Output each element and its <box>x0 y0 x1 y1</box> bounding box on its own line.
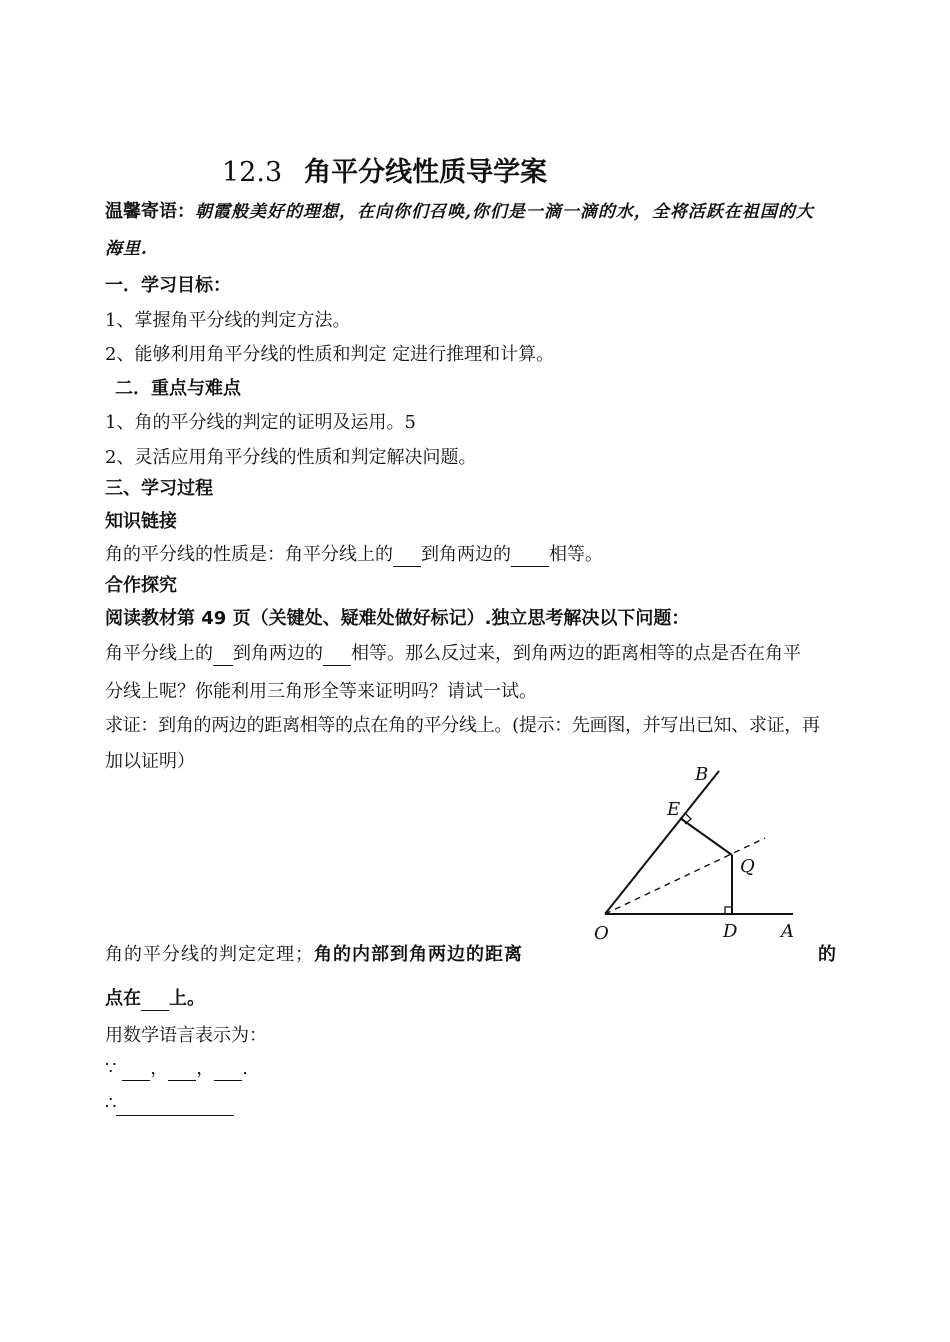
because-symbol: ∵ <box>105 1058 117 1079</box>
angle-bisector-figure <box>585 760 805 945</box>
paragraph-1-line-1 <box>105 642 801 666</box>
section1-heading: 一．学习目标： <box>105 275 231 296</box>
section2-item-1: 1、角的平分线的判定的证明及运用。5 <box>105 412 416 433</box>
section3-heading: 三、学习过程 <box>105 478 213 499</box>
fill-blank[interactable] <box>214 1062 242 1081</box>
para1-text-b: 到角两边的 <box>233 643 323 664</box>
greeting-text-1: 朝霞般美好的理想，在向你们召唤,你们是一滴一滴的水，全将活跃在祖国的大 <box>195 202 814 222</box>
section1-item-2: 2、能够利用角平分线的性质和判定 定进行推理和计算。 <box>105 344 555 365</box>
theorem-line-2 <box>105 987 205 1011</box>
label-o: O <box>594 923 609 944</box>
because-end: . <box>242 1058 248 1079</box>
link-text-a: 角的平分线的性质是：角平分线上的 <box>105 544 393 565</box>
fill-blank[interactable] <box>511 548 549 567</box>
fill-blank[interactable] <box>116 1097 234 1116</box>
knowledge-link-heading: 知识链接 <box>105 511 177 532</box>
para1-text-c: 相等。那么反过来，到角两边的距离相等的点是否在角平 <box>351 643 801 664</box>
therefore-symbol: ∴ <box>105 1093 117 1114</box>
label-b: B <box>695 764 709 785</box>
theorem-label: 角的平分线的判定定理； <box>105 944 314 965</box>
para1-text-a: 角平分线上的 <box>105 643 213 664</box>
fill-blank[interactable] <box>141 992 169 1011</box>
cooperative-heading: 合作探究 <box>105 575 177 596</box>
title-number: 12.3 <box>222 157 283 188</box>
knowledge-link-line <box>105 543 603 567</box>
section2-heading: 二．重点与难点 <box>115 378 241 399</box>
therefore-line <box>105 1092 234 1116</box>
fill-blank[interactable] <box>213 647 233 666</box>
segment-qe <box>680 818 732 855</box>
theorem-bold: 角的内部到角两边的距离 <box>314 944 523 965</box>
fill-blank[interactable] <box>323 647 351 666</box>
label-a: A <box>781 921 794 942</box>
fill-blank[interactable] <box>122 1062 150 1081</box>
theorem-end: 的 <box>818 944 836 965</box>
title-text: 角平分线性质导学案 <box>304 157 548 188</box>
section2-item-2: 2、灵活应用角平分线的性质和判定解决问题。 <box>105 447 477 468</box>
math-language-label: 用数学语言表示为： <box>105 1025 267 1046</box>
label-q: Q <box>740 856 755 877</box>
because-line <box>105 1057 248 1081</box>
theorem-line2-a: 点在 <box>105 988 141 1009</box>
right-angle-mark-d <box>725 907 732 914</box>
section1-item-1: 1、掌握角平分线的判定方法。 <box>105 310 351 331</box>
paragraph-1-line-2: 分线上呢？你能利用三角形全等来证明吗？请试一试。 <box>105 681 537 702</box>
ray-ob <box>605 771 719 914</box>
theorem-line2-b: 上。 <box>169 988 205 1009</box>
link-text-c: 相等。 <box>549 544 603 565</box>
because-sep-2: ， <box>196 1058 215 1079</box>
fill-blank[interactable] <box>393 548 421 567</box>
label-e: E <box>667 799 681 820</box>
greeting-line-1 <box>105 200 814 224</box>
label-d: D <box>723 921 738 942</box>
theorem-line-1 <box>105 943 523 967</box>
reading-instruction: 阅读教材第 49 页（关键处、疑难处做好标记）.独立思考解决以下问题： <box>105 608 690 629</box>
prove-line-2: 加以证明） <box>105 751 195 772</box>
link-text-b: 到角两边的 <box>421 544 511 565</box>
page-title <box>222 150 547 189</box>
fill-blank[interactable] <box>168 1062 196 1081</box>
greeting-label: 温馨寄语： <box>105 201 195 222</box>
greeting-text-2: 海里. <box>105 239 148 259</box>
because-sep-1: ， <box>150 1058 169 1079</box>
greeting-line-2 <box>105 237 148 261</box>
prove-line-1: 求证：到角的两边的距离相等的点在角的平分线上。(提示：先画图，并写出已知、求证，再 <box>105 715 820 736</box>
